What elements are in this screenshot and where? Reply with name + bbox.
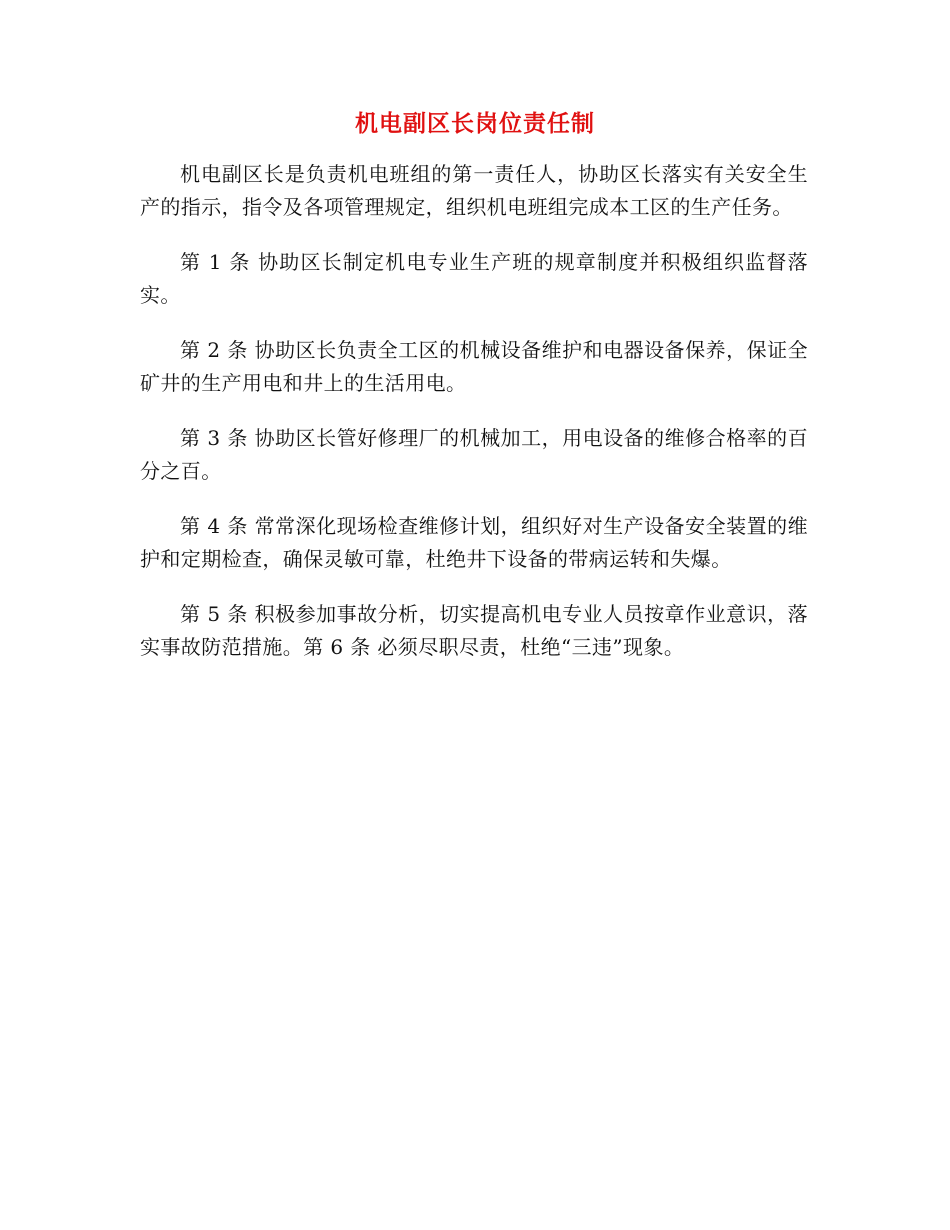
document-title: 机电副区长岗位责任制 xyxy=(355,110,595,137)
paragraph-article-1: 第 1 条 协助区长制定机电专业生产班的规章制度并积极组织监督落实。 xyxy=(140,250,808,307)
document-body xyxy=(140,158,808,686)
paragraph-article-4: 第 4 条 常常深化现场检查维修计划，组织好对生产设备安全装置的维护和定期检查，确保灵敏可靠，杜绝井下设备的带病运转和失爆。 xyxy=(140,514,808,571)
paragraph-intro: 机电副区长是负责机电班组的第一责任人，协助区长落实有关安全生产的指示，指令及各项管理规定，组织机电班组完成本工区的生产任务。 xyxy=(140,162,808,219)
paragraph-article-3: 第 3 条 协助区长管好修理厂的机械加工，用电设备的维修合格率的百分之百。 xyxy=(140,426,808,483)
paragraph-article-2: 第 2 条 协助区长负责全工区的机械设备维护和电器设备保养，保证全矿井的生产用电和井上的生活用电。 xyxy=(140,338,808,395)
paragraph-article-5-6: 第 5 条 积极参加事故分析，切实提高机电专业人员按章作业意识，落实事故防范措施。第 6 条 必须尽职尽责，杜绝“三违”现象。 xyxy=(140,602,808,659)
